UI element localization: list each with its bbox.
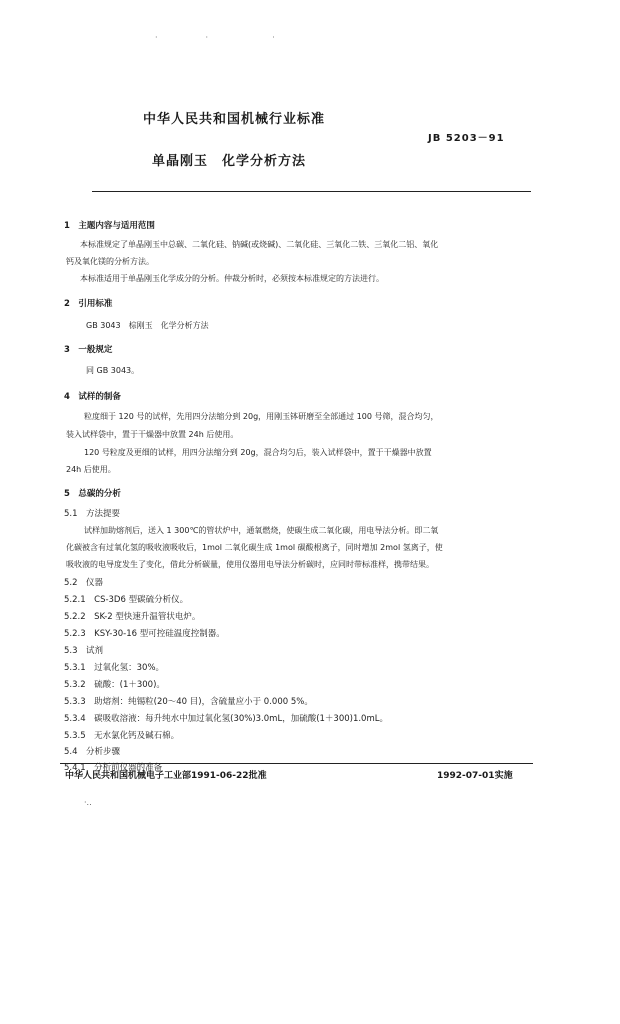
section-2-heading: 2 引用标准 — [64, 299, 113, 309]
footer-divider — [60, 763, 533, 764]
section-2-reference: GB 3043 棕刚玉 化学分析方法 — [86, 321, 209, 330]
section-4-paragraph-2-line-1: 120 号粒度及更细的试样，用四分法缩分到 20g，混合均匀后，装入试样袋中，置于干燥器中放置 — [84, 448, 432, 457]
section-1-paragraph-2: 本标准适用于单晶刚玉化学成分的分析。仲裁分析时，必须按本标准规定的方法进行。 — [80, 274, 384, 283]
document-title: 单晶刚玉 化学分析方法 — [152, 154, 307, 169]
section-1-heading: 1 主题内容与适用范围 — [64, 221, 155, 231]
section-5-3-2: 5.3.2 硫酸：(1＋300)。 — [64, 680, 165, 690]
approval-date: 中华人民共和国机械电子工业部1991-06-22批准 — [65, 771, 267, 781]
section-5-2-3: 5.2.3 KSY-30-16 型可控硅温度控制器。 — [64, 629, 225, 639]
section-5-3-3: 5.3.3 助熔剂：纯锡粒(20～40 目)，含硫量应小于 0.000 5%。 — [64, 697, 313, 707]
section-5-1-line-1: 试样加助熔剂后，送入 1 300℃的管状炉中，通氧燃烧，使碳生成二氧化碳，用电导法分析。即二氧 — [84, 526, 439, 535]
section-3-text: 同 GB 3043。 — [86, 366, 140, 375]
section-3-heading: 3 一般规定 — [64, 345, 113, 355]
scan-artifact: ·.. — [84, 798, 92, 807]
section-5-4-heading: 5.4 分析步骤 — [64, 747, 121, 757]
effective-date: 1992-07-01实施 — [437, 771, 513, 781]
section-5-3-heading: 5.3 试剂 — [64, 646, 104, 656]
scan-marks: · · · — [155, 33, 275, 42]
section-1-paragraph-1-line-2: 钙及氧化镁的分析方法。 — [66, 257, 154, 266]
section-4-paragraph-1-line-1: 粒度细于 120 号的试样，先用四分法缩分到 20g，用刚玉钵研磨至全部通过 100 号筛，混合均匀， — [84, 412, 439, 421]
section-5-3-4: 5.3.4 碳吸收溶液：每升纯水中加过氧化氢(30%)3.0mL，加硫酸(1＋300)1.0mL。 — [64, 714, 388, 724]
section-5-2-heading: 5.2 仪器 — [64, 578, 104, 588]
section-4-paragraph-2-line-2: 24h 后使用。 — [66, 465, 116, 474]
section-1-paragraph-1-line-1: 本标准规定了单晶刚玉中总碳、二氧化硅、钠碱(或烧碱)、二氧化硅、三氧化二铁、三氧化二铝、氧化 — [80, 240, 439, 249]
section-5-2-1: 5.2.1 CS-3D6 型碳硫分析仪。 — [64, 595, 189, 605]
section-5-3-1: 5.3.1 过氧化氢：30%。 — [64, 663, 165, 673]
section-5-1-line-3: 吸收液的电导度发生了变化，借此分析碳量，使用仪器用电导法分析碳时，应同时带标准样，携带结果。 — [66, 560, 434, 569]
section-4-paragraph-1-line-2: 装入试样袋中，置于干燥器中放置 24h 后使用。 — [66, 430, 239, 439]
header-divider — [92, 191, 531, 192]
section-5-1-line-2: 化碳被含有过氧化氢的吸收液吸收后，1mol 二氧化碳生成 1mol 碳酸根离子，同时增加 2mol 氢离子，使 — [66, 543, 443, 552]
section-5-2-2: 5.2.2 SK-2 型快速升温管状电炉。 — [64, 612, 201, 622]
issuing-organization: 中华人民共和国机械行业标准 — [143, 112, 326, 127]
section-5-heading: 5 总碳的分析 — [64, 489, 121, 499]
section-5-3-5: 5.3.5 无水氯化钙及碱石棉。 — [64, 731, 180, 741]
standard-number: JB 5203－91 — [428, 133, 505, 144]
section-5-1-heading: 5.1 方法提要 — [64, 509, 121, 519]
section-5-4-1: 5.4.1 分析前仪器的准备 — [64, 763, 163, 773]
section-4-heading: 4 试样的制备 — [64, 392, 121, 402]
